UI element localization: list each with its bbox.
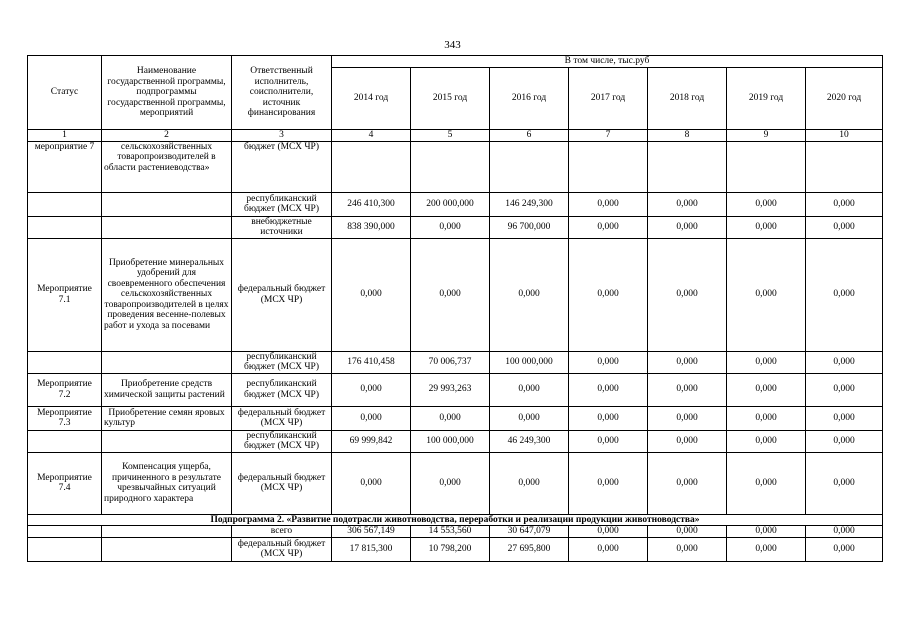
row-funding-source: республиканский бюджет (МСХ ЧР) bbox=[232, 430, 332, 452]
row-value: 0,000 bbox=[806, 238, 883, 351]
page-number: 343 bbox=[444, 39, 461, 51]
header-year: 2014 год bbox=[332, 68, 411, 130]
header-year: 2015 год bbox=[411, 68, 490, 130]
row-value: 0,000 bbox=[569, 216, 648, 238]
table-row bbox=[28, 141, 883, 192]
row-value: 27 695,800 bbox=[490, 537, 569, 561]
row-funding-source: федеральный бюджет (МСХ ЧР) bbox=[232, 406, 332, 430]
row-funding-source: федеральный бюджет (МСХ ЧР) bbox=[232, 238, 332, 351]
row-value: 0,000 bbox=[806, 452, 883, 514]
row-value bbox=[332, 141, 411, 192]
row-value: 0,000 bbox=[806, 192, 883, 216]
row-value: 0,000 bbox=[569, 406, 648, 430]
row-value: 0,000 bbox=[569, 537, 648, 561]
row-status: мероприятие 7 bbox=[28, 141, 102, 192]
row-value bbox=[806, 141, 883, 192]
row-value: 0,000 bbox=[727, 238, 806, 351]
table-row bbox=[28, 430, 883, 452]
row-value: 838 390,000 bbox=[332, 216, 411, 238]
table-row bbox=[28, 216, 883, 238]
row-value: 0,000 bbox=[490, 452, 569, 514]
row-name: Компенсация ущерба, причиненного в результате чрезвычайных ситуаций природного характера bbox=[102, 452, 232, 514]
row-value: 29 993,263 bbox=[411, 373, 490, 406]
row-value: 0,000 bbox=[727, 537, 806, 561]
table-row bbox=[28, 452, 883, 514]
row-name bbox=[102, 192, 232, 216]
table-row bbox=[28, 238, 883, 351]
row-value: 0,000 bbox=[411, 216, 490, 238]
row-funding-source: федеральный бюджет (МСХ ЧР) bbox=[232, 452, 332, 514]
row-value: 0,000 bbox=[727, 452, 806, 514]
row-value: 0,000 bbox=[569, 373, 648, 406]
row-value: 0,000 bbox=[806, 373, 883, 406]
row-value: 0,000 bbox=[648, 216, 727, 238]
row-value: 0,000 bbox=[727, 351, 806, 373]
header-group: В том числе, тыс.руб bbox=[332, 56, 883, 68]
row-funding-source: республиканский бюджет (МСХ ЧР) bbox=[232, 373, 332, 406]
row-status bbox=[28, 351, 102, 373]
row-value: 0,000 bbox=[332, 373, 411, 406]
row-value: 0,000 bbox=[648, 373, 727, 406]
column-number: 9 bbox=[727, 130, 806, 142]
row-status bbox=[28, 537, 102, 561]
row-status bbox=[28, 192, 102, 216]
row-value: 0,000 bbox=[727, 216, 806, 238]
subprogram-title: Подпрограмма 2. «Развитие подотрасли животноводства, переработки и реализации продукции животноводства» bbox=[28, 514, 883, 526]
row-value: 14 553,560 bbox=[411, 526, 490, 538]
row-value: 0,000 bbox=[569, 192, 648, 216]
row-status: Мероприятие 7.2 bbox=[28, 373, 102, 406]
row-value: 100 000,000 bbox=[411, 430, 490, 452]
row-value: 69 999,842 bbox=[332, 430, 411, 452]
row-status bbox=[28, 430, 102, 452]
row-value: 17 815,300 bbox=[332, 537, 411, 561]
row-value: 306 567,149 bbox=[332, 526, 411, 538]
row-value bbox=[490, 141, 569, 192]
column-number: 5 bbox=[411, 130, 490, 142]
column-number: 1 bbox=[28, 130, 102, 142]
row-funding-source: внебюджетные источники bbox=[232, 216, 332, 238]
row-value: 0,000 bbox=[806, 430, 883, 452]
row-value: 176 410,458 bbox=[332, 351, 411, 373]
row-name bbox=[102, 430, 232, 452]
table-row bbox=[28, 526, 883, 538]
row-value: 0,000 bbox=[727, 526, 806, 538]
table-row bbox=[28, 351, 883, 373]
row-value: 200 000,000 bbox=[411, 192, 490, 216]
row-value: 0,000 bbox=[648, 526, 727, 538]
row-value: 96 700,000 bbox=[490, 216, 569, 238]
row-value: 0,000 bbox=[727, 373, 806, 406]
row-status: Мероприятие 7.4 bbox=[28, 452, 102, 514]
row-value: 0,000 bbox=[648, 192, 727, 216]
row-value: 0,000 bbox=[806, 406, 883, 430]
row-value: 46 249,300 bbox=[490, 430, 569, 452]
row-funding-source: республиканский бюджет (МСХ ЧР) bbox=[232, 351, 332, 373]
table-header bbox=[28, 56, 883, 142]
row-value: 0,000 bbox=[727, 406, 806, 430]
row-name: Приобретение средств химической защиты растений bbox=[102, 373, 232, 406]
row-status bbox=[28, 526, 102, 538]
table-row bbox=[28, 373, 883, 406]
row-name: сельскохозяйственных товаропроизводителей в области растениеводства» bbox=[102, 141, 232, 192]
row-value: 0,000 bbox=[727, 192, 806, 216]
row-funding-source: федеральный бюджет (МСХ ЧР) bbox=[232, 537, 332, 561]
row-value bbox=[569, 141, 648, 192]
row-value: 0,000 bbox=[569, 238, 648, 351]
header-year: 2016 год bbox=[490, 68, 569, 130]
header-year: 2019 год bbox=[727, 68, 806, 130]
header-year: 2017 год bbox=[569, 68, 648, 130]
row-value: 0,000 bbox=[332, 406, 411, 430]
row-value: 0,000 bbox=[648, 452, 727, 514]
header-status: Статус bbox=[28, 56, 102, 130]
column-number: 8 bbox=[648, 130, 727, 142]
row-value: 0,000 bbox=[648, 238, 727, 351]
row-name bbox=[102, 537, 232, 561]
row-value: 0,000 bbox=[806, 537, 883, 561]
row-value: 0,000 bbox=[727, 430, 806, 452]
row-value: 246 410,300 bbox=[332, 192, 411, 216]
row-status: Мероприятие 7.3 bbox=[28, 406, 102, 430]
row-value: 100 000,000 bbox=[490, 351, 569, 373]
row-value: 0,000 bbox=[411, 406, 490, 430]
budget-table bbox=[27, 55, 883, 562]
row-value: 0,000 bbox=[569, 430, 648, 452]
row-funding-source: бюджет (МСХ ЧР) bbox=[232, 141, 332, 192]
header-year: 2020 год bbox=[806, 68, 883, 130]
table-body bbox=[28, 141, 883, 561]
table-row bbox=[28, 406, 883, 430]
row-value: 0,000 bbox=[490, 238, 569, 351]
column-number: 7 bbox=[569, 130, 648, 142]
row-value: 0,000 bbox=[806, 526, 883, 538]
row-value bbox=[411, 141, 490, 192]
row-value: 0,000 bbox=[569, 526, 648, 538]
row-value: 146 249,300 bbox=[490, 192, 569, 216]
column-number: 2 bbox=[102, 130, 232, 142]
row-value: 0,000 bbox=[411, 238, 490, 351]
header-responsible: Ответственный исполнитель, соисполнители, источник финансирования bbox=[232, 56, 332, 130]
row-value: 0,000 bbox=[490, 373, 569, 406]
row-value: 0,000 bbox=[490, 406, 569, 430]
row-value: 0,000 bbox=[648, 537, 727, 561]
row-value bbox=[727, 141, 806, 192]
column-number: 10 bbox=[806, 130, 883, 142]
row-name bbox=[102, 216, 232, 238]
row-name: Приобретение семян яровых культур bbox=[102, 406, 232, 430]
row-value: 0,000 bbox=[411, 452, 490, 514]
header-year: 2018 год bbox=[648, 68, 727, 130]
row-value: 0,000 bbox=[569, 351, 648, 373]
row-value: 0,000 bbox=[806, 216, 883, 238]
column-number: 4 bbox=[332, 130, 411, 142]
column-number: 3 bbox=[232, 130, 332, 142]
row-value: 0,000 bbox=[648, 430, 727, 452]
row-status bbox=[28, 216, 102, 238]
row-status: Мероприятие 7.1 bbox=[28, 238, 102, 351]
column-number: 6 bbox=[490, 130, 569, 142]
row-value: 10 798,200 bbox=[411, 537, 490, 561]
row-value: 0,000 bbox=[806, 351, 883, 373]
row-name bbox=[102, 526, 232, 538]
row-name bbox=[102, 351, 232, 373]
row-funding-source: республиканский бюджет (МСХ ЧР) bbox=[232, 192, 332, 216]
subprogram-row bbox=[28, 514, 883, 526]
row-value: 30 647,079 bbox=[490, 526, 569, 538]
table-row bbox=[28, 537, 883, 561]
row-funding-source: всего bbox=[232, 526, 332, 538]
row-value bbox=[648, 141, 727, 192]
row-value: 0,000 bbox=[332, 238, 411, 351]
table-row bbox=[28, 192, 883, 216]
row-value: 70 006,737 bbox=[411, 351, 490, 373]
row-value: 0,000 bbox=[332, 452, 411, 514]
header-name: Наименование государственной программы, подпрограммы государственной программы, мероприятий bbox=[102, 56, 232, 130]
row-value: 0,000 bbox=[648, 406, 727, 430]
row-value: 0,000 bbox=[648, 351, 727, 373]
row-value: 0,000 bbox=[569, 452, 648, 514]
row-name: Приобретение минеральных удобрений для своевременного обеспечения сельскохозяйственных товаропроизводителей в целях проведения весенне-полевых работ и ухода за посевами bbox=[102, 238, 232, 351]
